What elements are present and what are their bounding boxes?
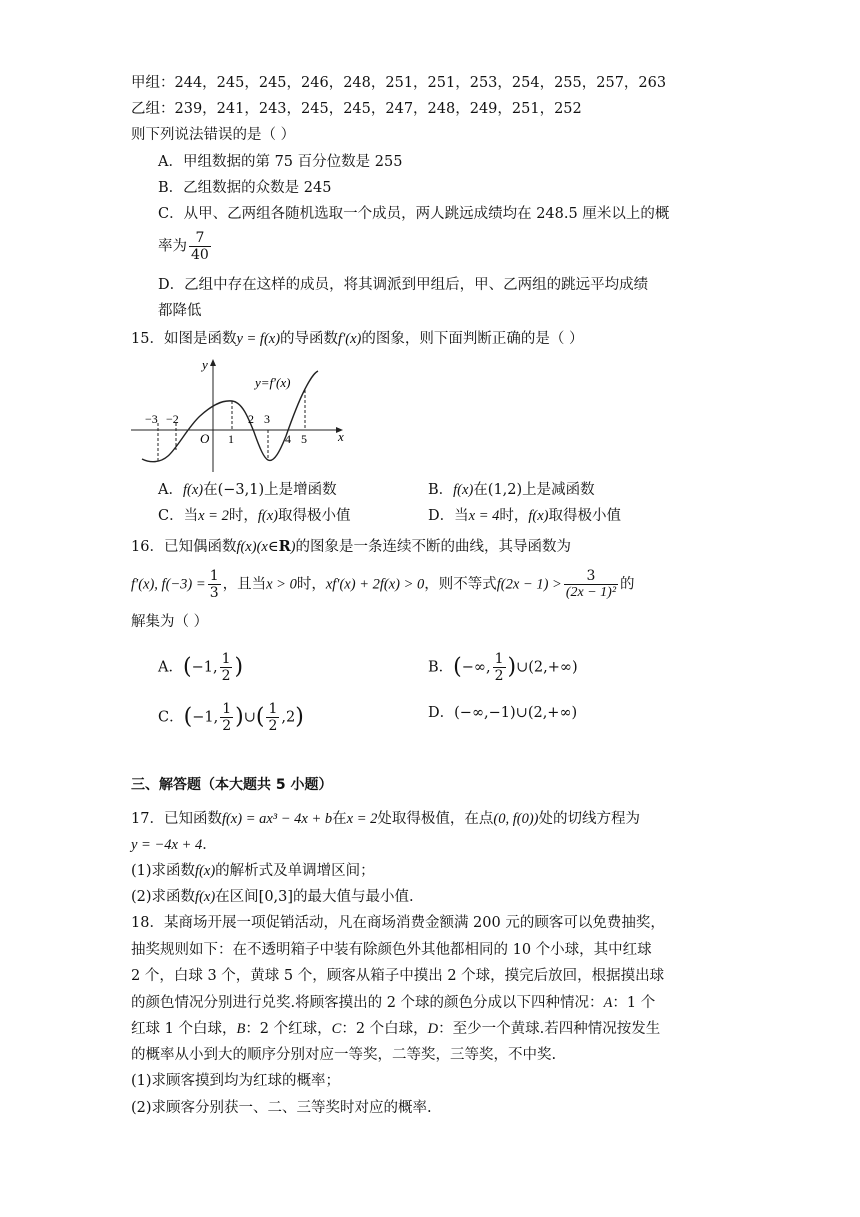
q14-option-d-line2: 都降低 xyxy=(158,303,202,319)
q16-c-union: ∪ xyxy=(243,709,256,726)
tick-5: 5 xyxy=(301,432,307,446)
curve-label: y=f′(x) xyxy=(255,375,291,390)
q16-option-c: C．(−1, $\frac{1}{2}$ )∪( $\frac{1}{2}$ ,2) xyxy=(158,701,304,734)
q16-c-num2: 1 xyxy=(268,701,278,717)
q18-l5-d: ：至少一个黄球.若四种情况按发生 xyxy=(438,1021,661,1037)
q16-a-frac xyxy=(220,651,233,684)
q16-b-frac xyxy=(493,651,506,684)
section-heading: 三、解答题（本大题共 5 小题） xyxy=(131,777,333,793)
q15-b-interval: (1,2) xyxy=(487,482,523,498)
q15-a-func: f(x) xyxy=(182,482,204,498)
q16-d-label: D． xyxy=(428,705,455,721)
q17-number: 17． xyxy=(131,811,164,827)
q14-c-numerator: 7 xyxy=(189,230,211,247)
q14-option-b: B．乙组数据的众数是 245 xyxy=(158,180,332,196)
x-axis-label: x xyxy=(338,429,344,444)
q15-number: 15． xyxy=(131,331,164,347)
q15-c-result: 取得极小值 xyxy=(277,508,351,524)
q16-c-v1: −1, xyxy=(192,709,219,726)
q14-option-a: A．甲组数据的第 75 百分位数是 255 xyxy=(158,154,403,170)
group-yi-data: 乙组：239，241，243，245，245，247，248，249，251，252 xyxy=(131,101,582,117)
q16-text5: ，则不等式 xyxy=(424,576,497,593)
q17-p2-a: (2)求函数 xyxy=(131,889,196,905)
q16-number: 16． xyxy=(131,539,164,555)
q15-c-x: x = 2 xyxy=(198,508,229,524)
q16-a-label: A． xyxy=(158,659,183,676)
y-axis-label: y xyxy=(202,357,208,372)
q17-part2 xyxy=(131,887,414,907)
q16-c-den2: 2 xyxy=(268,718,278,734)
q14-option-d-line1: D．乙组中存在这样的成员，将其调派到甲组后，甲、乙两组的跳远平均成绩 xyxy=(158,277,649,293)
q16-given: f′(x), f(−3) = xyxy=(131,576,206,593)
q18-line4 xyxy=(131,993,655,1013)
q15-option-b xyxy=(428,480,595,500)
q16-target-num: 3 xyxy=(564,568,618,585)
q16-real-set: R xyxy=(278,538,291,555)
tick-2: 2 xyxy=(248,412,254,426)
tick-minus3: −3 xyxy=(145,412,158,426)
q18-l5-a: 红球 1 个白球， xyxy=(131,1021,237,1037)
q15-c-label: C．当 xyxy=(158,508,199,524)
q15-b-label: B． xyxy=(428,482,454,498)
q15-d-func: f(x) xyxy=(528,508,549,524)
q14-option-c-line1: C．从甲、乙两组各随机选取一个成员，两人跳远成绩均在 248.5 厘米以上的概 xyxy=(158,206,670,222)
q15-a-interval: (−3,1) xyxy=(217,482,265,498)
q17-p1-a: (1)求函数 xyxy=(131,863,196,879)
q17-p2-b: 在区间 xyxy=(215,889,259,905)
q17-p2-interval: [0,3] xyxy=(258,889,294,905)
q15-option-a xyxy=(158,480,337,500)
q18-case-a: A xyxy=(603,995,613,1011)
q14-c-denominator: 40 xyxy=(191,247,209,263)
q15-b-result: 上是减函数 xyxy=(522,482,595,498)
q16-a-den: 2 xyxy=(221,668,231,684)
q15-option-d xyxy=(428,506,621,526)
q15-text1: 如图是函数 xyxy=(163,331,237,347)
q16-c-frac1 xyxy=(220,701,233,734)
origin-label: O xyxy=(200,431,210,446)
q16-b-v1: −∞, xyxy=(461,659,491,676)
q16-func-close: ) xyxy=(290,539,296,555)
q15-stem xyxy=(131,329,583,349)
q18-case-d: D xyxy=(427,1021,439,1037)
q15-b-text: 在 xyxy=(473,482,488,498)
q16-c-den1: 2 xyxy=(222,718,232,734)
q16-frac-num: 1 xyxy=(209,568,219,584)
q14-option-c-line2 xyxy=(158,230,213,263)
q18-line1: 18．某商场开展一项促销活动，凡在商场消费金额满 200 元的顾客可以免费抽奖， xyxy=(131,915,665,931)
q16-target-den: (2x − 1)² xyxy=(565,585,617,600)
q17-point: (0, f(0)) xyxy=(493,811,539,827)
q16-one-third xyxy=(208,568,221,601)
q15-text2: 的导函数 xyxy=(280,331,339,347)
q17-line1 xyxy=(131,809,640,829)
q18-l5-c: ：2 个白球， xyxy=(341,1021,428,1037)
q17-p2-func: f(x) xyxy=(195,889,216,905)
group-jia-data: 甲组：244，245，245，246，248，251，251，253，254，255，257，263 xyxy=(131,75,667,91)
y-axis-arrow xyxy=(210,359,216,366)
q16-line1 xyxy=(131,537,571,557)
q15-d-result: 取得极小值 xyxy=(548,508,621,524)
tick-1: 1 xyxy=(228,432,234,446)
q16-c-v2: ,2 xyxy=(281,709,296,726)
q15-d-label: D．当 xyxy=(428,508,469,524)
q18-part1: (1)求顾客摸到均为红球的概率； xyxy=(131,1073,341,1089)
tick-4: 4 xyxy=(285,432,291,446)
q17-text2: 在 xyxy=(332,811,347,827)
q16-option-b: B．(−∞, $\frac{1}{2}$ )∪(2,+∞) xyxy=(428,651,578,684)
q18-case-c: C xyxy=(331,1021,342,1037)
q16-option-d xyxy=(428,703,577,723)
q17-p1-b: 的解析式及单调增区间； xyxy=(215,863,375,879)
q15-formula2: f′(x) xyxy=(338,331,362,347)
q16-text3: ，且当 xyxy=(222,576,267,593)
q18-line3: 2 个，白球 3 个，黄球 5 个，顾客从箱子中摸出 2 个球，摸完后放回，根据摸出球 xyxy=(131,968,665,984)
q17-period: ． xyxy=(202,837,217,853)
q16-text4: 时， xyxy=(296,576,326,593)
q17-part1 xyxy=(131,861,375,881)
q17-text4: 处的切线方程为 xyxy=(538,811,640,827)
q16-c-num1: 1 xyxy=(222,701,232,717)
q17-func: f(x) = ax³ − 4x + b xyxy=(221,811,333,827)
q16-b-v2: ∪(2,+∞) xyxy=(516,659,578,676)
q16-ineq: xf′(x) + 2f(x) > 0 xyxy=(325,576,425,593)
q17-text3: 处取得极值，在点 xyxy=(377,811,494,827)
q18-l4-end: ：1 个 xyxy=(612,995,656,1011)
q16-line3: 解集为（ ） xyxy=(131,614,209,630)
q15-d-x: x = 4 xyxy=(468,508,500,524)
q15-formula1: y = f(x) xyxy=(236,331,281,347)
q16-text6: 的 xyxy=(620,576,635,593)
q16-func: f(x)(x∈ xyxy=(236,539,279,555)
q18-line2: 抽奖规则如下：在不透明箱子中装有除颜色外其他都相同的 10 个小球，其中红球 xyxy=(131,942,652,958)
q16-frac-den: 3 xyxy=(209,585,219,601)
q17-line2 xyxy=(131,835,217,855)
derivative-graph xyxy=(128,355,353,475)
q14-c-prefix: 率为 xyxy=(158,238,187,255)
q18-line5 xyxy=(131,1019,660,1039)
q16-text2: 的图象是一条连续不断的曲线，其导函数为 xyxy=(295,539,571,555)
q14-c-fraction xyxy=(189,230,211,263)
q15-b-func: f(x) xyxy=(453,482,474,498)
q15-a-text: 在 xyxy=(203,482,218,498)
q15-c-mid: 时， xyxy=(228,508,258,524)
q16-a-num: 1 xyxy=(221,651,231,667)
q18-case-b: B xyxy=(236,1021,246,1037)
q16-b-num: 1 xyxy=(494,651,504,667)
q17-xval: x = 2 xyxy=(346,811,378,827)
q16-d-value: (−∞,−1)∪(2,+∞) xyxy=(454,705,578,721)
q16-target-lhs: f(2x − 1) > xyxy=(496,576,562,593)
q15-c-func: f(x) xyxy=(257,508,278,524)
q16-b-den: 2 xyxy=(494,668,504,684)
q15-option-c xyxy=(158,506,350,526)
q15-text3: 的图象，则下面判断正确的是（ ） xyxy=(361,331,584,347)
q16-target-frac xyxy=(564,568,618,601)
q16-cond: x > 0 xyxy=(266,576,297,593)
q18-l4-text: 的颜色情况分别进行兑奖.将顾客摸出的 2 个球的颜色分成以下四种情况： xyxy=(131,995,604,1011)
q18-part2: (2)求顾客分别获一、二、三等奖时对应的概率. xyxy=(131,1100,432,1116)
q16-c-label: C． xyxy=(158,709,184,726)
q16-text1: 已知偶函数 xyxy=(163,539,237,555)
q16-b-label: B． xyxy=(428,659,454,676)
q16-c-frac2 xyxy=(266,701,279,734)
q15-a-result: 上是增函数 xyxy=(264,482,337,498)
tick-3: 3 xyxy=(264,412,270,426)
q15-d-mid: 时， xyxy=(499,508,529,524)
q17-tangent: y = −4x + 4 xyxy=(131,837,203,853)
q14-stem: 则下列说法错误的是（ ） xyxy=(131,127,296,143)
q17-p1-func: f(x) xyxy=(195,863,216,879)
q16-a-v1: −1, xyxy=(191,659,218,676)
q17-text1: 已知函数 xyxy=(163,811,222,827)
q17-p2-c: 的最大值与最小值. xyxy=(293,889,414,905)
q16-line2 xyxy=(131,568,635,601)
q18-l5-b: ：2 个红球， xyxy=(245,1021,332,1037)
q16-option-a: A．(−1, $\frac{1}{2}$ ) xyxy=(158,651,244,684)
tick-minus2: −2 xyxy=(166,412,179,426)
q18-line6: 的概率从小到大的顺序分别对应一等奖，二等奖，三等奖，不中奖. xyxy=(131,1047,557,1063)
q15-a-label: A． xyxy=(158,482,183,498)
